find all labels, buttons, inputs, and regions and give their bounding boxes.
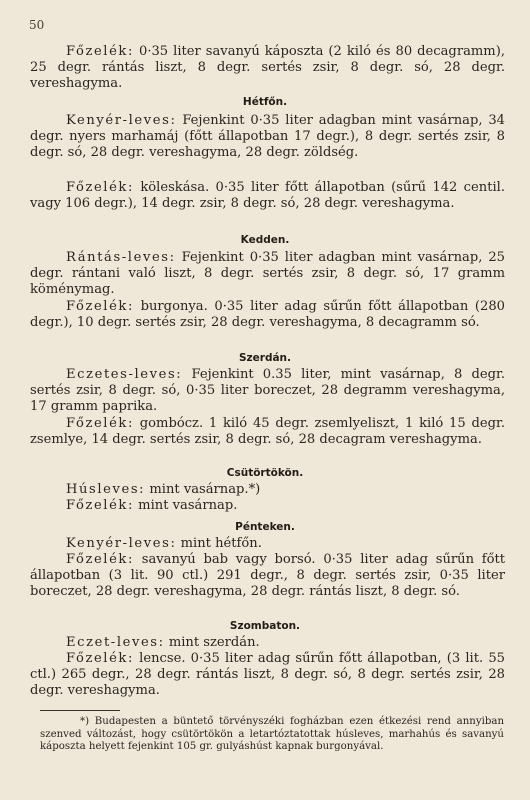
entry-label: Eczet-leves: (66, 635, 165, 650)
entry-text: mint hétfőn. (180, 536, 262, 551)
entry-label: Főzelék: (66, 498, 134, 513)
entry-thursday-fozelek (30, 498, 505, 514)
entry-label: Főzelék: (66, 299, 134, 314)
entry-label: Kenyér-leves: (66, 113, 177, 128)
day-heading-friday: Pénteken. (235, 521, 295, 533)
entry-text: burgonya. 0·35 liter adag sűrűn főtt állapotban (280 degr.), 10 degr. sertés zsir, 28 degr. vereshagyma, 8 decagramm só. (30, 299, 505, 330)
entry-label: Főzelék: (66, 552, 134, 567)
footnote-text: *) Budapesten a büntető törvényszéki fogházban ezen étkezési rend annyiban szenved változást, hogy csütörtökön a letartóztatottak húsleves, marhahús és savanyú káposzta helyett fejenkint 105 gr. gulyáshúst kapnak burgonyával. (40, 716, 504, 753)
entry-saturday-soup (30, 635, 505, 651)
entry-wednesday-soup (30, 367, 505, 414)
entry-text: 0·35 liter savanyú káposzta (2 kiló és 80 decagramm), 25 degr. rántás liszt, 8 degr. sertés zsir, 8 degr. só, 28 degr. vereshagyma. (30, 44, 505, 91)
entry-wednesday-fozelek (30, 416, 505, 448)
footnote-rule (40, 710, 120, 711)
entry-text: lencse. 0·35 liter adag sűrűn főtt állapotban, (3 lit. 55 ctl.) 265 degr., 28 degr. rántás liszt, 8 degr. só, 8 degr. sertés zsir, 28 degr. vereshagyma. (30, 651, 505, 698)
entry-label: Főzelék: (66, 416, 134, 431)
entry-text: mint vasárnap.*) (149, 482, 261, 497)
day-heading-saturday: Szombaton. (229, 620, 301, 632)
day-heading-tuesday: Kedden. (240, 234, 290, 246)
entry-thursday-soup (30, 482, 505, 498)
entry-text: Fejenkint 0.35 liter, mint vasárnap, 8 degr. sertés zsir, 8 degr. só, 0·35 liter boreczet, 28 degramm vereshagyma, 17 gramm paprika. (30, 367, 505, 414)
entry-label: Főzelék: (66, 44, 134, 59)
entry-monday-soup (30, 113, 505, 160)
entry-text: mint szerdán. (168, 635, 260, 650)
entry-label: Húsleves: (66, 482, 146, 497)
footnote (40, 716, 504, 754)
entry-text: savanyú bab vagy borsó. 0·35 liter adag sűrűn főtt állapotban (3 lit. 90 ctl.) 291 degr., 8 degr. sertés zsir, 0·35 liter boreczet, 28 degr. vereshagyma, 28 degr. rántás liszt, 8 degr. só. (30, 552, 505, 599)
entry-friday-fozelek (30, 552, 505, 599)
entry-label: Rántás-leves: (66, 250, 176, 265)
page-number: 50 (29, 18, 45, 32)
day-heading-wednesday: Szerdán. (238, 352, 292, 364)
entry-text: mint vasárnap. (138, 498, 238, 513)
entry-label: Eczetes-leves: (66, 367, 183, 382)
entry-label: Főzelék: (66, 651, 134, 666)
entry-saturday-fozelek (30, 651, 505, 698)
entry-text: Fejenkint 0·35 liter adagban mint vasárnap, 25 degr. rántani való liszt, 8 degr. sertés zsir, 8 degr. só, 17 gramm köménymag. (30, 250, 505, 297)
entry-text: köleskása. 0·35 liter főtt állapotban (sűrű 142 centil. vagy 106 degr.), 14 degr. zsir, 8 degr. só, 28 degr. vereshagyma. (30, 180, 506, 211)
entry-monday-fozelek (30, 180, 505, 212)
entry-label: Főzelék: (66, 180, 134, 195)
day-heading-thursday: Csütörtökön. (226, 467, 304, 479)
entry-text: Fejenkint 0·35 liter adagban mint vasárnap, 34 degr. nyers marhamáj (főtt állapotban 17 degr.), 8 degr. sertés zsir, 8 degr. só, 28 degr. vereshagyma, 28 degr. zöldség. (30, 113, 505, 160)
day-heading-monday: Hétfőn. (242, 96, 288, 108)
entry-text: gombócz. 1 kiló 45 degr. zsemlyeliszt, 1 kiló 15 degr. zsemlye, 14 degr. sertés zsir, 8 degr. só, 28 decagram vereshagyma. (30, 416, 505, 447)
entry-label: Kenyér-leves: (66, 536, 177, 551)
entry-intro-fozelek (30, 44, 505, 91)
entry-tuesday-soup (30, 250, 505, 297)
entry-friday-soup (30, 536, 505, 552)
entry-tuesday-fozelek (30, 299, 505, 331)
